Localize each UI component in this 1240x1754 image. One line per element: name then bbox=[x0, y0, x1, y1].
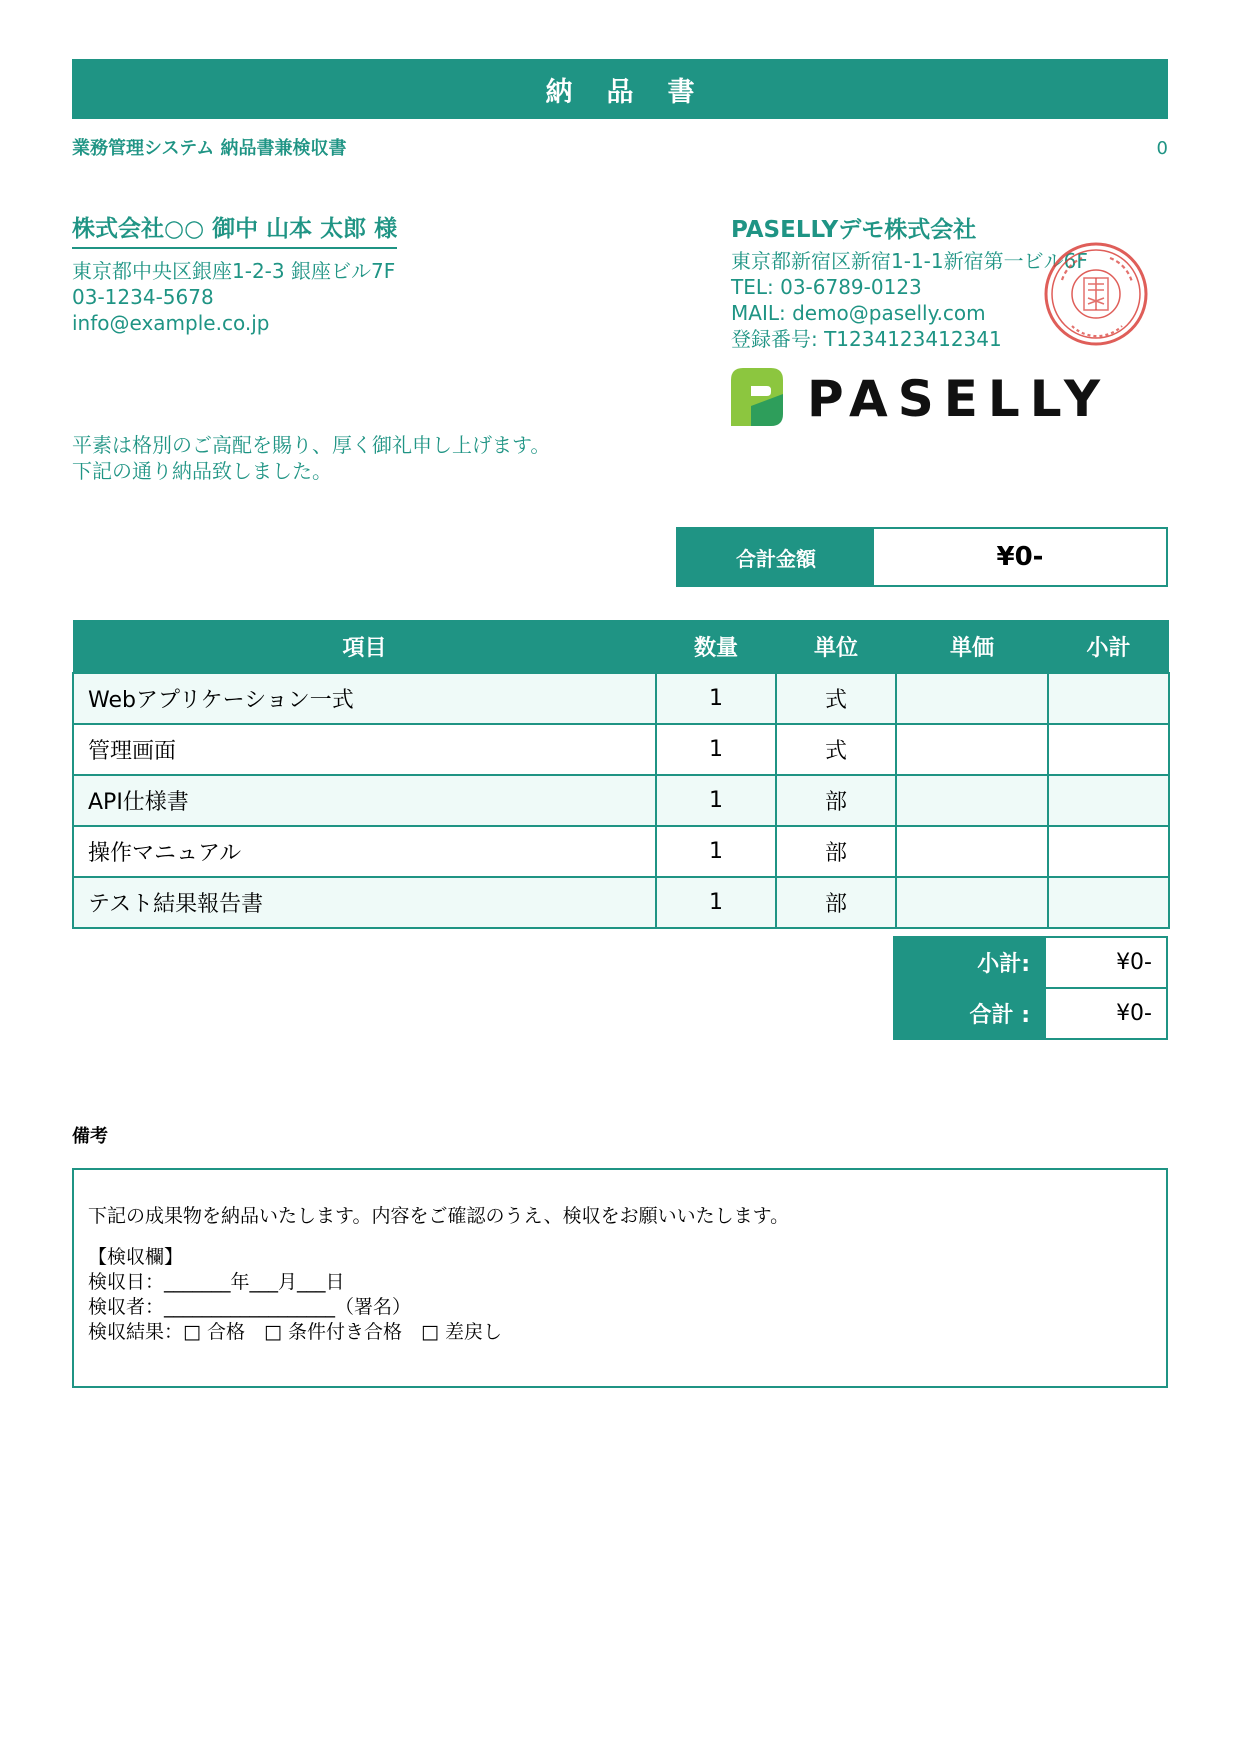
company-mail: MAIL: demo@paselly.com bbox=[731, 301, 986, 325]
greeting-line-1: 平素は格別のご高配を賜り、厚く御礼申し上げます。 bbox=[72, 433, 551, 457]
remarks-line: 検収日：_______年___月___日 bbox=[88, 1271, 345, 1293]
cell-quantity: 1 bbox=[656, 877, 776, 928]
table-row bbox=[73, 673, 1169, 724]
header-unit: 単位 bbox=[776, 620, 896, 673]
table-row bbox=[73, 724, 1169, 775]
greeting bbox=[72, 432, 550, 484]
remarks-line: 検収結果：□ 合格 □ 条件付き合格 □ 差戻し bbox=[88, 1321, 502, 1343]
cell-unit: 部 bbox=[776, 826, 896, 877]
cell-item: 管理画面 bbox=[73, 724, 656, 775]
summary-table bbox=[893, 936, 1168, 1040]
cell-unit-price bbox=[896, 775, 1048, 826]
document-title: 納品書 bbox=[72, 59, 1168, 119]
remarks-box bbox=[72, 1168, 1168, 1388]
cell-unit-price bbox=[896, 673, 1048, 724]
page-number: 0 bbox=[1156, 138, 1168, 159]
header-quantity: 数量 bbox=[656, 620, 776, 673]
cell-item: テスト結果報告書 bbox=[73, 877, 656, 928]
summary-total-value: ¥0- bbox=[1045, 988, 1167, 1039]
cell-unit-price bbox=[896, 826, 1048, 877]
company-tel: TEL: 03-6789-0123 bbox=[731, 275, 922, 299]
client-tel: 03-1234-5678 bbox=[72, 285, 214, 309]
company-registration-number: 登録番号: T1234123412341 bbox=[731, 327, 1002, 351]
cell-subtotal bbox=[1048, 673, 1169, 724]
cell-quantity: 1 bbox=[656, 775, 776, 826]
client-email: info@example.co.jp bbox=[72, 311, 270, 335]
cell-subtotal bbox=[1048, 877, 1169, 928]
cell-unit: 部 bbox=[776, 877, 896, 928]
greeting-line-2: 下記の通り納品致しました。 bbox=[72, 459, 332, 483]
cell-subtotal bbox=[1048, 724, 1169, 775]
summary-total-label: 合計 : bbox=[894, 988, 1045, 1039]
cell-unit: 部 bbox=[776, 775, 896, 826]
total-amount-value: ¥0- bbox=[996, 542, 1044, 572]
cell-unit: 式 bbox=[776, 673, 896, 724]
client-info bbox=[72, 258, 395, 336]
company-name: PASELLYデモ株式会社 bbox=[731, 217, 977, 243]
remarks-title: 備考 bbox=[72, 1126, 108, 1147]
cell-unit: 式 bbox=[776, 724, 896, 775]
cell-item: Webアプリケーション一式 bbox=[73, 673, 656, 724]
remarks-line: 【検収欄】 bbox=[88, 1246, 184, 1268]
document-subtitle: 業務管理システム 納品書兼検収書 bbox=[72, 138, 347, 159]
summary-subtotal-row bbox=[894, 937, 1167, 988]
logo-wordmark: PASELLY bbox=[807, 370, 1111, 428]
cell-subtotal bbox=[1048, 826, 1169, 877]
company-seal-icon bbox=[1042, 240, 1150, 348]
cell-item: API仕様書 bbox=[73, 775, 656, 826]
header-subtotal: 小計 bbox=[1048, 620, 1169, 673]
cell-subtotal bbox=[1048, 775, 1169, 826]
total-amount-box bbox=[676, 527, 1168, 587]
cell-quantity: 1 bbox=[656, 826, 776, 877]
table-row bbox=[73, 775, 1169, 826]
summary-subtotal-value: ¥0- bbox=[1045, 937, 1167, 988]
cell-quantity: 1 bbox=[656, 724, 776, 775]
client-name: 株式会社○○ 御中 山本 太郎 様 bbox=[72, 210, 397, 249]
client-address: 東京都中央区銀座1-2-3 銀座ビル7F bbox=[72, 259, 396, 283]
table-header-row bbox=[73, 620, 1169, 673]
table-row bbox=[73, 877, 1169, 928]
company-address: 東京都新宿区新宿1-1-1新宿第一ビル6F bbox=[731, 249, 1088, 273]
company-info bbox=[731, 248, 1088, 352]
remarks-line: 検収者：__________________（署名） bbox=[88, 1296, 412, 1318]
items-table bbox=[72, 620, 1170, 929]
summary-subtotal-label: 小計: bbox=[894, 937, 1045, 988]
summary-total-row bbox=[894, 988, 1167, 1039]
header-unit-price: 単価 bbox=[896, 620, 1048, 673]
paselly-logo bbox=[731, 366, 1111, 428]
cell-unit-price bbox=[896, 877, 1048, 928]
remarks-line: 下記の成果物を納品いたします。内容をご確認のうえ、検収をお願いいたします。 bbox=[88, 1205, 790, 1227]
cell-quantity: 1 bbox=[656, 673, 776, 724]
header-item: 項目 bbox=[73, 620, 656, 673]
total-amount-label: 合計金額 bbox=[678, 529, 874, 585]
table-row bbox=[73, 826, 1169, 877]
cell-item: 操作マニュアル bbox=[73, 826, 656, 877]
cell-unit-price bbox=[896, 724, 1048, 775]
